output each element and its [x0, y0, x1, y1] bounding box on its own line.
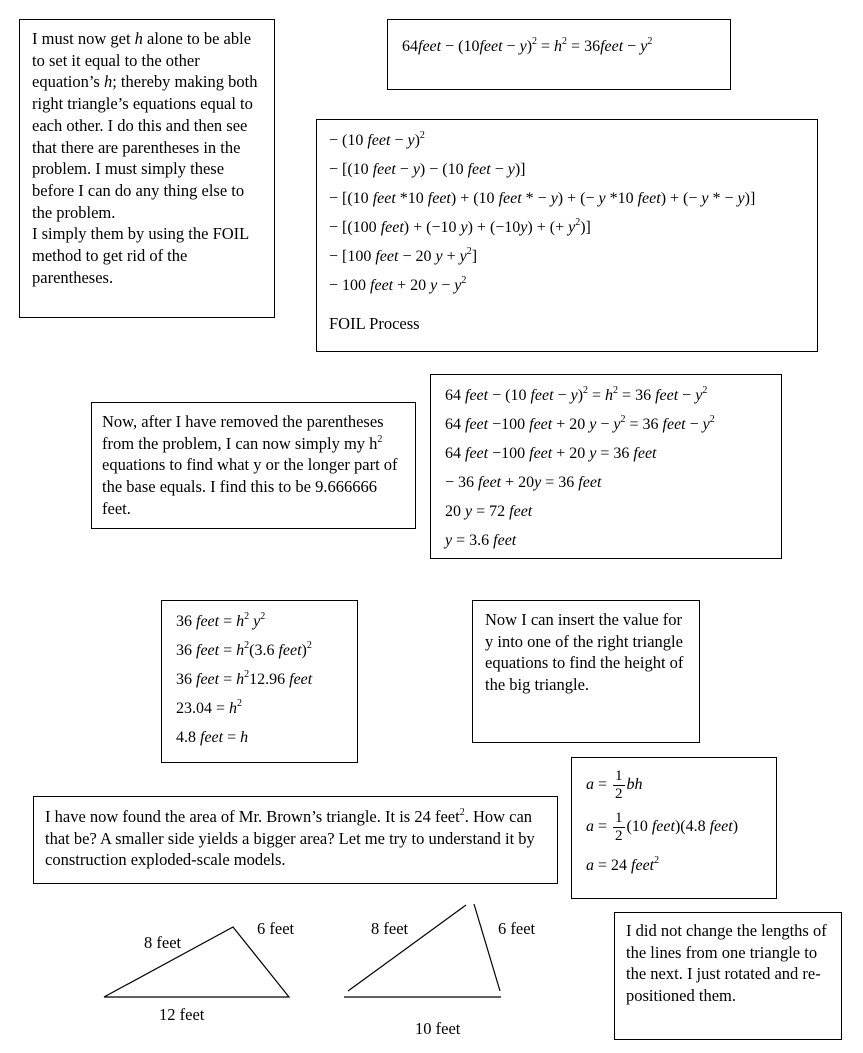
solve-line-2: 64 feet −100 feet + 20 $y - y^2 = 36$ feet − $y^2$ — [445, 414, 715, 433]
solve-line-5: 20 y = 72 feet — [445, 503, 533, 520]
height-line-4: $23.04 = h^2$ — [176, 698, 243, 717]
solve-line-3: 64 feet −100 feet + 20 y = 36 feet — [445, 445, 657, 462]
explanation-text: I have now found the area of Mr. Brown’s triangle. It is 24 feet$^2$. How can that be? A smaller side yields a bigger area? Let me try to understand it by construction exploded-scale models. — [45, 807, 535, 870]
left-triangle-side-b-label: 6 feet — [257, 919, 295, 938]
right-triangle-side-a-label: 8 feet — [371, 919, 409, 938]
solve-line-6: y = 3.6 feet — [445, 532, 517, 549]
solve-line-4: − 36 feet + 20y = 36 feet — [445, 474, 602, 491]
height-line-3: 36 feet = $h^212.96$ feet — [176, 669, 313, 688]
foil-line-4: − [(100 feet) + (−10 y) + (−10y) + (+ $y^2$)] — [329, 217, 591, 236]
one-half-fraction: $\frac{1}{2}$ — [615, 767, 623, 802]
foil-line-2: − [(10 feet − y) − (10 feet − y)] — [329, 161, 526, 178]
height-line-2: 36 feet = $h^2(3.6$ feet)$^2$ — [176, 640, 312, 659]
triangle-right-side-b — [474, 904, 500, 991]
explanation-paragraph-2: I simply them by using the FOIL method to get rid of the parentheses. — [32, 224, 249, 287]
foil-line-5: − [100 feet − 20 $y + y^2$] — [329, 246, 478, 265]
right-triangle-side-b-label: 6 feet — [498, 919, 536, 938]
explanation-paragraph-1: I must now get h alone to be able to set it equal to the other equation’s h; thereby making both right triangle’s equations equal to each other. I do this and then see that there are parentheses in the problem. I must simply these before I can do any thing else to the problem. — [32, 29, 258, 222]
explanation-text: I did not change the lengths of the lines from one triangle to the next. I just rotated and re-positioned them. — [626, 921, 827, 1006]
left-triangle-base-label: 12 feet — [159, 1005, 205, 1024]
height-line-1: 36 feet = $h^2$ $y^2$ — [176, 611, 266, 630]
foil-line-1: − (10 feet − y)$^2$ — [329, 130, 425, 149]
explanation-text: Now, after I have removed the parentheses from the problem, I can now simply my $h^2$ equations to find what y or the longer part of the base equals. I find this to be 9.666666 feet. — [102, 412, 398, 518]
height-line-5: 4.8 feet = h — [176, 729, 249, 746]
solve-line-1: 64 feet − (10 feet − $y)^2 = h^2 = 36$ feet − $y^2$ — [445, 385, 708, 404]
foil-caption: FOIL Process — [329, 314, 420, 333]
left-triangle-side-a-label: 8 feet — [144, 933, 182, 952]
foil-line-6: − 100 feet + 20 $y - y^2$ — [329, 275, 467, 294]
one-half-fraction: $\frac{1}{2}$ — [615, 809, 623, 844]
area-line-3: a = 24 feet$^2$ — [586, 855, 660, 874]
area-line-2: a = $\frac{1}{2}$ (10 feet)(4.8 feet) — [586, 809, 739, 844]
foil-line-3: − [(10 feet *10 feet) + (10 feet * − y) + (− y *10 feet) + (− y * − y)] — [329, 190, 756, 207]
explanation-text: Now I can insert the value for y into one of the right triangle equations to find the height of the big triangle. — [485, 610, 684, 695]
area-line-1: a = $\frac{1}{2}$ bh — [586, 767, 643, 802]
triangle-right-side-a — [348, 905, 466, 991]
equation-line: 64feet − (10feet − $y)^2 = h^2$ = 36feet − $y^2$ — [402, 36, 653, 55]
right-triangle-base-label: 10 feet — [415, 1019, 461, 1038]
